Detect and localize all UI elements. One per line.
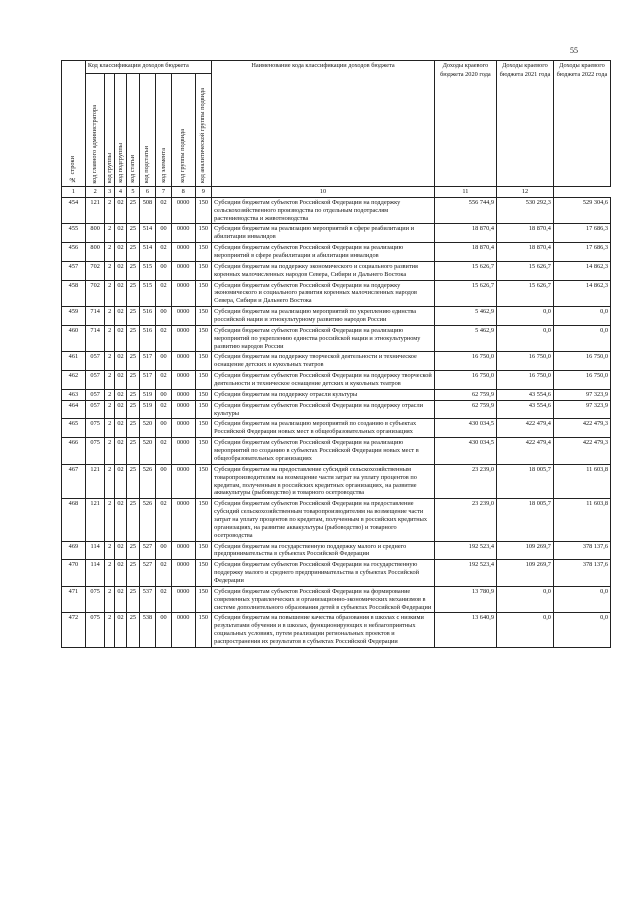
article-code: 25 [127,325,139,352]
income-2021: 0,0 [496,613,553,647]
admin-code: 702 [85,261,105,280]
income-2021: 43 554,6 [496,389,553,400]
income-2020: 15 626,7 [434,280,496,307]
analytic-code: 150 [195,419,212,438]
article-code: 25 [127,307,139,326]
element-code: 02 [156,371,172,390]
row-number: 466 [62,438,86,465]
income-2021: 109 269,7 [496,560,553,587]
analytic-code: 150 [195,389,212,400]
income-2021: 109 269,7 [496,541,553,560]
income-2021: 422 479,4 [496,419,553,438]
income-name: Субсидии бюджетам субъектов Российской Федерации на государственную поддержку малого и среднего предпринимательства в субъектах Российской Федерации [212,560,435,587]
element-code: 02 [156,197,172,224]
income-2021: 15 626,7 [496,280,553,307]
income-name: Субсидии бюджетам на реализацию мероприятий по созданию в субъектах Российской Федерации новых мест в общеобразовательных организациях [212,419,435,438]
income-2020: 62 759,9 [434,400,496,419]
column-number: 9 [195,187,212,198]
income-2021: 422 479,4 [496,438,553,465]
header-2020: Доходы краевого бюджета 2020 года [434,61,496,187]
income-2022: 17 686,3 [553,224,610,243]
column-numbers-row [62,187,611,198]
income-2022: 14 862,3 [553,261,610,280]
table-row [62,419,611,438]
element-code: 02 [156,586,172,613]
row-number: 454 [62,197,86,224]
analytic-code: 150 [195,224,212,243]
group-code: 2 [105,499,114,541]
group-code: 2 [105,224,114,243]
income-2021: 0,0 [496,586,553,613]
subarticle-code: 514 [139,224,156,243]
admin-code: 075 [85,613,105,647]
group-code: 2 [105,352,114,371]
analytic-code: 150 [195,371,212,390]
analytic-code: 150 [195,499,212,541]
subarticle-code: 516 [139,307,156,326]
row-number: 471 [62,586,86,613]
table-row [62,371,611,390]
analytic-code: 150 [195,197,212,224]
row-number: 463 [62,389,86,400]
income-2022: 378 137,6 [553,541,610,560]
income-2021: 530 292,3 [496,197,553,224]
admin-code: 121 [85,464,105,498]
income-2022: 97 323,9 [553,389,610,400]
subtype-group-code: 0000 [171,400,195,419]
income-2022: 0,0 [553,307,610,326]
subgroup-code: 02 [114,280,126,307]
group-code: 2 [105,438,114,465]
group-code: 2 [105,371,114,390]
group-code: 2 [105,613,114,647]
group-code: 2 [105,586,114,613]
subarticle-code: 526 [139,499,156,541]
header-code-analytic-group: код аналитической группы подвида [195,74,212,187]
table-row [62,560,611,587]
income-2021: 18 005,7 [496,464,553,498]
column-number: 2 [85,187,105,198]
table-row [62,307,611,326]
row-number: 460 [62,325,86,352]
income-2022: 11 603,8 [553,464,610,498]
income-2020: 23 239,0 [434,464,496,498]
subarticle-code: 526 [139,464,156,498]
subtype-group-code: 0000 [171,586,195,613]
group-code: 2 [105,307,114,326]
group-code: 2 [105,400,114,419]
row-number: 462 [62,371,86,390]
subtype-group-code: 0000 [171,464,195,498]
group-code: 2 [105,325,114,352]
subtype-group-code: 0000 [171,613,195,647]
article-code: 25 [127,400,139,419]
table-row [62,499,611,541]
subtype-group-code: 0000 [171,560,195,587]
element-code: 02 [156,280,172,307]
income-2021: 18 870,4 [496,224,553,243]
subarticle-code: 527 [139,541,156,560]
income-2020: 18 870,4 [434,243,496,262]
header-code-subarticle: код подстатьи [139,74,156,187]
analytic-code: 150 [195,541,212,560]
admin-code: 114 [85,541,105,560]
element-code: 00 [156,389,172,400]
income-2020: 16 750,0 [434,371,496,390]
admin-code: 075 [85,586,105,613]
column-number: 7 [156,187,172,198]
group-code: 2 [105,243,114,262]
subgroup-code: 02 [114,499,126,541]
admin-code: 702 [85,280,105,307]
subgroup-code: 02 [114,224,126,243]
article-code: 25 [127,438,139,465]
article-code: 25 [127,560,139,587]
subarticle-code: 537 [139,586,156,613]
article-code: 25 [127,464,139,498]
subtype-group-code: 0000 [171,352,195,371]
article-code: 25 [127,197,139,224]
subgroup-code: 02 [114,389,126,400]
income-2020: 16 750,0 [434,352,496,371]
table-row [62,464,611,498]
article-code: 25 [127,224,139,243]
element-code: 00 [156,419,172,438]
income-name: Субсидии бюджетам на повышение качества образования в школах с низкими результатами обучения и в школах, функционирующих в неблагоприятных социальных условиях, путем реализации региональных проектов и распространения их результатов в субъектах Российской Федерации [212,613,435,647]
table-row [62,280,611,307]
table-row [62,400,611,419]
income-2020: 13 780,9 [434,586,496,613]
admin-code: 121 [85,499,105,541]
subgroup-code: 02 [114,197,126,224]
column-number: 4 [114,187,126,198]
income-name: Субсидии бюджетам на предоставление субсидий сельскохозяйственным товаропроизводителям на возмещение части затрат на уплату процентов по кредитам, полученным в российских кредитных организациях, на развитие аквакультуры (рыбоводство) и товарного осетроводства [212,464,435,498]
table-row [62,197,611,224]
subarticle-code: 515 [139,261,156,280]
row-number: 469 [62,541,86,560]
income-name: Субсидии бюджетам субъектов Российской Федерации на поддержку отрасли культуры [212,400,435,419]
subtype-group-code: 0000 [171,325,195,352]
table-row [62,224,611,243]
analytic-code: 150 [195,438,212,465]
income-2021: 0,0 [496,307,553,326]
income-name: Субсидии бюджетам на реализацию мероприятий в сфере реабилитации и абилитации инвалидов [212,224,435,243]
row-number: 464 [62,400,86,419]
income-2020: 192 523,4 [434,541,496,560]
element-code: 02 [156,560,172,587]
analytic-code: 150 [195,613,212,647]
income-name: Субсидии бюджетам субъектов Российской Федерации на реализацию мероприятий по созданию в субъектах Российской Федерации новых мест в общеобразовательных организациях [212,438,435,465]
row-number: 461 [62,352,86,371]
income-2021: 0,0 [496,325,553,352]
header-code-group: Код классификации доходов бюджета [85,61,211,74]
income-2022: 16 750,0 [553,352,610,371]
article-code: 25 [127,419,139,438]
group-code: 2 [105,280,114,307]
row-number: 458 [62,280,86,307]
subtype-group-code: 0000 [171,280,195,307]
subgroup-code: 02 [114,400,126,419]
subgroup-code: 02 [114,243,126,262]
element-code: 02 [156,243,172,262]
header-2021: Доходы краевого бюджета 2021 года [496,61,553,187]
income-2020: 430 034,5 [434,419,496,438]
column-number: 12 [496,187,553,198]
element-code: 00 [156,464,172,498]
subgroup-code: 02 [114,586,126,613]
subarticle-code: 515 [139,280,156,307]
header-2022: Доходы краевого бюджета 2022 года [553,61,610,187]
subgroup-code: 02 [114,541,126,560]
table-row [62,613,611,647]
income-name: Субсидии бюджетам субъектов Российской Федерации на предоставление субсидий сельскохозяйственным товаропроизводителям на возмещение части затрат на уплату процентов по кредитам, полученным в российских кредитных организациях, на развитие аквакультуры (рыбоводство) и товарного осетроводства [212,499,435,541]
analytic-code: 150 [195,352,212,371]
column-number: 6 [139,187,156,198]
income-2021: 18 005,7 [496,499,553,541]
income-name: Субсидии бюджетам субъектов Российской Федерации на реализацию мероприятий в сфере реабилитации и абилитации инвалидов [212,243,435,262]
table-row [62,389,611,400]
income-2022: 11 603,8 [553,499,610,541]
page-number: 55 [570,46,578,55]
element-code: 00 [156,261,172,280]
article-code: 25 [127,243,139,262]
income-2020: 15 626,7 [434,261,496,280]
subarticle-code: 520 [139,438,156,465]
analytic-code: 150 [195,560,212,587]
table-row [62,243,611,262]
article-code: 25 [127,586,139,613]
element-code: 02 [156,438,172,465]
income-2020: 18 870,4 [434,224,496,243]
group-code: 2 [105,197,114,224]
element-code: 02 [156,499,172,541]
analytic-code: 150 [195,400,212,419]
income-name: Субсидии бюджетам на поддержку экономического и социального развития коренных малочисленных народов Севера, Сибири и Дальнего Востока [212,261,435,280]
admin-code: 057 [85,400,105,419]
income-2022: 97 323,9 [553,400,610,419]
subtype-group-code: 0000 [171,541,195,560]
table-row [62,325,611,352]
analytic-code: 150 [195,307,212,326]
group-code: 2 [105,261,114,280]
element-code: 00 [156,352,172,371]
row-number: 457 [62,261,86,280]
income-name: Субсидии бюджетам субъектов Российской Федерации на поддержку сельскохозяйственного производства по отдельным подотраслям растениеводства и животноводства [212,197,435,224]
income-name: Субсидии бюджетам на поддержку отрасли культуры [212,389,435,400]
subtype-group-code: 0000 [171,224,195,243]
column-number: 5 [127,187,139,198]
header-code-element: код элемента [156,74,172,187]
subgroup-code: 02 [114,352,126,371]
subgroup-code: 02 [114,613,126,647]
income-2020: 192 523,4 [434,560,496,587]
income-2020: 430 034,5 [434,438,496,465]
subgroup-code: 02 [114,464,126,498]
header-code-subgroup: код подгруппы [114,74,126,187]
table-row [62,541,611,560]
header-name: Наименование кода классификации доходов бюджета [212,61,435,187]
subarticle-code: 508 [139,197,156,224]
article-code: 25 [127,613,139,647]
subgroup-code: 02 [114,371,126,390]
admin-code: 057 [85,371,105,390]
analytic-code: 150 [195,464,212,498]
subarticle-code: 517 [139,371,156,390]
income-2021: 16 750,0 [496,352,553,371]
admin-code: 714 [85,325,105,352]
article-code: 25 [127,371,139,390]
row-number: 459 [62,307,86,326]
income-2022: 378 137,6 [553,560,610,587]
column-number: 11 [434,187,496,198]
income-2022: 14 862,3 [553,280,610,307]
income-name: Субсидии бюджетам на государственную поддержку малого и среднего предпринимательства в субъектах Российской Федерации [212,541,435,560]
header-row-number: № строки [62,61,86,187]
row-number: 470 [62,560,86,587]
income-2021: 16 750,0 [496,371,553,390]
income-2022: 422 479,3 [553,438,610,465]
subarticle-code: 519 [139,389,156,400]
income-2022: 16 750,0 [553,371,610,390]
table-body [62,197,611,647]
subgroup-code: 02 [114,560,126,587]
subarticle-code: 538 [139,613,156,647]
article-code: 25 [127,352,139,371]
subarticle-code: 520 [139,419,156,438]
analytic-code: 150 [195,280,212,307]
group-code: 2 [105,419,114,438]
income-2021: 43 554,6 [496,400,553,419]
element-code: 00 [156,541,172,560]
income-name: Субсидии бюджетам субъектов Российской Федерации на поддержку экономического и социального развития коренных малочисленных народов Севера, Сибири и Дальнего Востока [212,280,435,307]
subarticle-code: 514 [139,243,156,262]
row-number: 468 [62,499,86,541]
income-2022: 0,0 [553,586,610,613]
header-code-subtype-group: код группы подвида [171,74,195,187]
element-code: 00 [156,613,172,647]
subtype-group-code: 0000 [171,243,195,262]
income-2021: 18 870,4 [496,243,553,262]
admin-code: 057 [85,389,105,400]
table-row [62,586,611,613]
header-code-admin: код главного администратора [85,74,105,187]
element-code: 02 [156,400,172,419]
income-name: Субсидии бюджетам субъектов Российской Федерации на формирование современных управленческих и организационно-экономических механизмов в системе дополнительного образования детей в субъектах Российской Федерации [212,586,435,613]
subarticle-code: 519 [139,400,156,419]
element-code: 02 [156,325,172,352]
row-number: 472 [62,613,86,647]
article-code: 25 [127,280,139,307]
table-row [62,438,611,465]
subtype-group-code: 0000 [171,438,195,465]
row-number: 455 [62,224,86,243]
subarticle-code: 517 [139,352,156,371]
article-code: 25 [127,261,139,280]
income-2022: 17 686,3 [553,243,610,262]
admin-code: 800 [85,224,105,243]
analytic-code: 150 [195,586,212,613]
income-2021: 15 626,7 [496,261,553,280]
income-name: Субсидии бюджетам на реализацию мероприятий по укреплению единства российской нации и этнокультурному развитию народов России [212,307,435,326]
subgroup-code: 02 [114,307,126,326]
article-code: 25 [127,541,139,560]
article-code: 25 [127,499,139,541]
admin-code: 114 [85,560,105,587]
admin-code: 075 [85,419,105,438]
row-number: 467 [62,464,86,498]
element-code: 00 [156,224,172,243]
income-2020: 556 744,9 [434,197,496,224]
admin-code: 121 [85,197,105,224]
element-code: 00 [156,307,172,326]
admin-code: 800 [85,243,105,262]
admin-code: 075 [85,438,105,465]
row-number: 465 [62,419,86,438]
group-code: 2 [105,560,114,587]
income-2020: 23 239,0 [434,499,496,541]
column-number: 3 [105,187,114,198]
analytic-code: 150 [195,325,212,352]
column-number: 8 [171,187,195,198]
admin-code: 057 [85,352,105,371]
admin-code: 714 [85,307,105,326]
group-code: 2 [105,389,114,400]
analytic-code: 150 [195,243,212,262]
income-name: Субсидии бюджетам субъектов Российской Федерации на поддержку творческой деятельности и техническое оснащение детских и кукольных театров [212,371,435,390]
row-number: 456 [62,243,86,262]
subtype-group-code: 0000 [171,499,195,541]
income-name: Субсидии бюджетам субъектов Российской Федерации на реализацию мероприятий по укреплению единства российской нации и этнокультурному развитию народов России [212,325,435,352]
income-2022: 422 479,3 [553,419,610,438]
subtype-group-code: 0000 [171,307,195,326]
subtype-group-code: 0000 [171,389,195,400]
subgroup-code: 02 [114,325,126,352]
income-2022: 529 304,6 [553,197,610,224]
subgroup-code: 02 [114,438,126,465]
table-row [62,352,611,371]
subarticle-code: 516 [139,325,156,352]
column-number: 10 [212,187,435,198]
subtype-group-code: 0000 [171,261,195,280]
income-2022: 0,0 [553,325,610,352]
subtype-group-code: 0000 [171,197,195,224]
income-2022: 0,0 [553,613,610,647]
article-code: 25 [127,389,139,400]
header-code-group-col: код группы [105,74,114,187]
subtype-group-code: 0000 [171,371,195,390]
income-2020: 62 759,9 [434,389,496,400]
income-name: Субсидии бюджетам на поддержку творческой деятельности и техническое оснащение детских и кукольных театров [212,352,435,371]
income-2020: 5 462,9 [434,307,496,326]
header-code-article: код статьи [127,74,139,187]
subtype-group-code: 0000 [171,419,195,438]
subarticle-code: 527 [139,560,156,587]
budget-table [61,60,611,648]
income-2020: 13 640,9 [434,613,496,647]
group-code: 2 [105,541,114,560]
income-2020: 5 462,9 [434,325,496,352]
table-row [62,261,611,280]
analytic-code: 150 [195,261,212,280]
subgroup-code: 02 [114,261,126,280]
column-number: 1 [62,187,86,198]
subgroup-code: 02 [114,419,126,438]
group-code: 2 [105,464,114,498]
